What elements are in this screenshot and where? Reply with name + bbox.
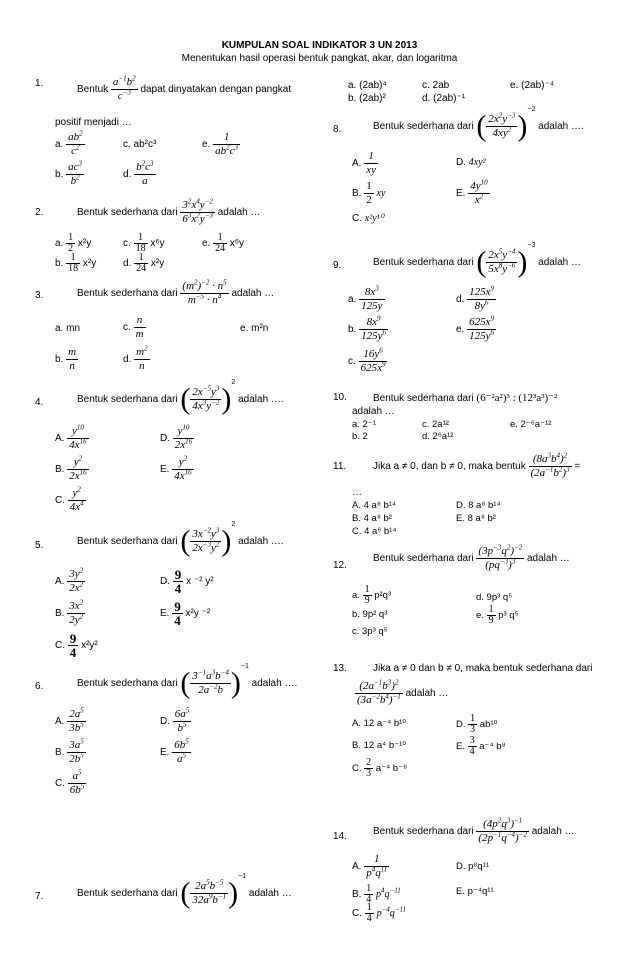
- q11-option-c: C. 4 a⁶ b¹⁴: [352, 526, 397, 537]
- q11-option-d: D. 8 a⁸ b¹⁴: [456, 500, 501, 511]
- q5-option-d: D. $\frac{9}{4}$ x ⁻² y²: [160, 567, 214, 596]
- q9-option-a: a. $\frac{8x^3}{125y}$: [348, 284, 383, 312]
- q4-option-e: E. $\frac{y^2}{4x^{16}}$: [160, 454, 192, 482]
- q13-option-e: E. $\frac{3}{4}$ a⁻⁴ b⁸: [456, 735, 506, 757]
- q10-number: 10.: [333, 392, 347, 403]
- q7-stem: Bentuk sederhana dari ( $\frac{2a^5b^{-5}}{32a^9b^{-1}}$ )$^{-1}$ adalah …: [77, 873, 292, 910]
- q6-option-b: B. $\frac{3a^5}{2b^5}$: [55, 737, 84, 765]
- q1-stem-cont: positif menjadi …: [55, 117, 132, 128]
- q11-option-e: E. 8 a⁸ b²: [456, 513, 496, 524]
- q2-option-e: e. $\frac{1}{24}$ x⁶y: [202, 232, 245, 254]
- q8-option-a: A. $\frac{1}{xy}$: [352, 150, 376, 176]
- q9-number: 9.: [333, 260, 342, 271]
- q7-number: 7.: [35, 891, 44, 902]
- q5-option-a: A. $\frac{3y^2}{2x^2}$: [55, 566, 84, 594]
- q8-option-b: B. $\frac{1}{2}$ xy: [352, 180, 386, 206]
- q4-option-b: B. $\frac{y^2}{2x^{16}}$: [55, 454, 87, 482]
- q4-number: 4.: [35, 397, 44, 408]
- question-1: [35, 78, 43, 89]
- q10-expression: (6⁻²a²)³ : (12³a³)⁻²: [476, 392, 558, 404]
- q9-stem: Bentuk sederhana dari ( $\frac{2x^5y^{-4}}{5x^8y^{-6}}$ )$^{-3}$ adalah …: [373, 242, 581, 279]
- q13-stem: Jika a ≠ 0 dan b ≠ 0, maka bentuk sederhana dari: [373, 663, 593, 674]
- q4-stem: Bentuk sederhana dari ( $\frac{2x^{-5}y^3}{4x^3y^{-2}}$ )$^2$ adalah ….: [77, 379, 284, 416]
- q11-stem: Jika a ≠ 0, dan b ≠ 0, maka bentuk $\frac{(8a^3b^4)^2}{(2a^{-1}b^2)^3}$ =: [373, 451, 581, 479]
- q2-expression: $\frac{3^2x^4y^{-2}}{6^3x^2y^{-3}}$: [182, 197, 213, 225]
- q3-number: 3.: [35, 290, 44, 301]
- q1-expression: $\frac{a^{-1}b^2}{c^{-3}}$: [112, 74, 136, 102]
- q2-number: 2.: [35, 207, 44, 218]
- q14-expression: $\frac{(4p^2q^3)^{-1}}{(2p^{-1}q^{-4})^{-2}}$: [478, 816, 527, 844]
- q4-expression: $\frac{2x^{-5}y^3}{4x^3y^{-2}}$: [192, 384, 220, 412]
- q13-option-d: D. $\frac{1}{3}$ ab¹⁰: [456, 713, 498, 735]
- q11-expression: $\frac{(8a^3b^4)^2}{(2a^{-1}b^2)^3}$: [530, 451, 570, 479]
- page-title: KUMPULAN SOAL INDIKATOR 3 UN 2013: [221, 40, 418, 51]
- q8-stem: Bentuk sederhana dari ( $\frac{2x^2y^{-3}}{4xy^2}$ )$^{-2}$ adalah ….: [373, 106, 584, 143]
- q5-stem: Bentuk sederhana dari ( $\frac{3x^{-2}y^3}{2x^{-3}y^2}$ )$^2$ adalah ….: [77, 521, 284, 558]
- q11-option-b: B. 4 a⁸ b²: [352, 513, 392, 524]
- q1-option-a: a. $\frac{ab^2}{c^2}$: [55, 129, 83, 157]
- q11-number: 11.: [333, 461, 347, 472]
- q9-option-e: e. $\frac{625x^9}{125y^6}$: [456, 314, 495, 342]
- q7-option-c: c. 2ab: [422, 80, 450, 91]
- q3-option-b: b. $\frac{m}{n}$: [55, 346, 77, 372]
- q13-option-c: C. $\frac{2}{3}$ a⁻⁴ b⁻⁸: [352, 757, 408, 779]
- q10-option-a: a. 2⁻¹: [352, 419, 377, 430]
- q12-option-b: b. 9p² q³: [352, 609, 388, 620]
- q14-number: 14.: [333, 831, 347, 842]
- q6-option-e: E. $\frac{6b^5}{a^5}$: [160, 737, 189, 765]
- page-subtitle: Menentukan hasil operasi bentuk pangkat, akar, dan logaritma: [181, 53, 458, 64]
- q1-option-e: e. $\frac{1}{ab^2c^3}$: [202, 131, 239, 157]
- q6-option-d: D. $\frac{6a^5}{b^5}$: [160, 706, 190, 734]
- q10-option-d: d. 2⁶a¹²: [422, 431, 454, 442]
- q14-stem: Bentuk sederhana dari $\frac{(4p^2q^3)^{-1}}{(2p^{-1}q^{-4})^{-2}}$ adalah …: [373, 816, 575, 844]
- q12-expression: $\frac{(3p^{-3}q^2)^{-2}}{(pq^{-3})^3}$: [478, 543, 523, 571]
- q10-stem-cont: adalah …: [352, 406, 395, 417]
- q2-option-c: c. $\frac{1}{18}$ x⁶y: [123, 232, 165, 254]
- q1-number: 1.: [35, 78, 44, 89]
- q6-number: 6.: [35, 681, 44, 692]
- q7-option-a: a. (2ab)⁴: [348, 80, 387, 91]
- q13-option-b: B. 12 a⁴ b⁻¹⁰: [352, 740, 407, 751]
- q3-option-a: a. mn: [55, 323, 81, 334]
- q12-option-e: e. $\frac{1}{9}$ p³ q⁵: [476, 604, 519, 626]
- q12-option-d: d. 9p³ q⁵: [476, 592, 513, 603]
- q12-option-a: a. $\frac{1}{9}$ p²q³: [352, 584, 392, 606]
- q8-option-d: D. 4xy²: [456, 157, 486, 168]
- q10-option-b: b. 2: [352, 431, 368, 442]
- q13-stem-expr: $\frac{(2a^{-1}b^3)^2}{(3a^{-2}b^4)^{-1}}$ adalah …: [357, 678, 449, 706]
- q11-stem-cont: …: [352, 487, 362, 498]
- q8-expression: $\frac{2x^2y^{-3}}{4xy^2}$: [488, 111, 516, 139]
- q3-option-d: d. $\frac{m^2}{n}$: [123, 344, 148, 372]
- q8-number: 8.: [333, 124, 342, 135]
- q4-option-d: D. $\frac{y^{10}}{2x^{16}}$: [160, 423, 193, 451]
- q1-option-b: b. $\frac{ac^3}{b^2}$: [55, 159, 83, 187]
- q3-expression: $\frac{(m^2)^{-2} \cdot n^5}{m^{-5} \cdot n^4}$: [182, 278, 227, 306]
- q5-option-e: E. $\frac{9}{4}$ x²y ⁻²: [160, 599, 211, 628]
- q7-expression: $\frac{2a^5b^{-5}}{32a^9b^{-1}}$: [192, 878, 227, 906]
- q9-option-c: c. $\frac{16y^6}{625x^9}$: [348, 346, 386, 374]
- q14-option-a: A. $\frac{1}{p^4q^{11}}$: [352, 853, 388, 879]
- q3-option-c: c. $\frac{n}{m}$: [123, 314, 144, 340]
- q6-stem: Bentuk sederhana dari ( $\frac{3^{-1}a^3b^{-4}}{2a^{-2}b}$ )$^{-1}$ adalah ….: [77, 663, 298, 700]
- q5-option-b: B. $\frac{3x^2}{2y^2}$: [55, 598, 84, 626]
- q1-option-c: c. ab²c³: [123, 139, 157, 150]
- q6-option-c: C. $\frac{a^5}{6b^5}$: [55, 768, 85, 796]
- q5-expression: $\frac{3x^{-2}y^3}{2x^{-3}y^2}$: [192, 526, 220, 554]
- q2-stem: Bentuk sederhana dari $\frac{3^2x^4y^{-2}}{6^3x^2y^{-3}}$ adalah …: [77, 197, 261, 225]
- q3-stem: Bentuk sederhana dari $\frac{(m^2)^{-2} \cdot n^5}{m^{-5} \cdot n^4}$ adalah …: [77, 278, 275, 306]
- q8-option-c: C. x²y¹⁰: [352, 213, 384, 224]
- q13-option-a: A. 12 a⁻⁴ b¹⁰: [352, 718, 407, 729]
- q14-option-c: C. $\frac{1}{4}$ $p^{-4}q^{-11}$: [352, 902, 407, 924]
- q10-stem: Bentuk sederhana dari (6⁻²a²)³ : (12³a³)⁻²: [373, 392, 558, 404]
- q12-stem: Bentuk sederhana dari $\frac{(3p^{-3}q^2)^{-2}}{(pq^{-3})^3}$ adalah …: [373, 543, 570, 571]
- q14-option-e: E. p⁻⁴q¹¹: [456, 886, 494, 897]
- q10-option-e: e. 2⁻⁶a⁻¹²: [510, 419, 552, 430]
- q12-option-c: c. 3p³ q⁵: [352, 626, 388, 637]
- q3-option-e: e. m²n: [240, 323, 269, 334]
- q11-option-a: A. 4 a⁸ b¹⁴: [352, 500, 396, 511]
- q8-option-e: E. $\frac{4y^{10}}{x^2}$: [456, 178, 488, 206]
- q5-option-c: C. $\frac{9}{4}$ x²y²: [55, 631, 98, 660]
- q9-option-b: b. $\frac{8x^9}{125y^6}$: [348, 314, 387, 342]
- q9-option-d: d. $\frac{125x^9}{8y^6}$: [456, 284, 495, 312]
- q7-option-d: d. (2ab)⁻¹: [422, 93, 466, 104]
- q5-number: 5.: [35, 540, 44, 551]
- q1-stem: Bentuk $\frac{a^{-1}b^2}{c^{-3}}$ dapat dinyatakan dengan pangkat: [77, 74, 292, 102]
- q6-option-a: A. $\frac{2a^5}{3b^5}$: [55, 706, 84, 734]
- q2-option-d: d. $\frac{1}{24}$ x²y: [123, 252, 165, 274]
- q4-option-c: C. $\frac{y^2}{4x^4}$: [55, 485, 84, 513]
- q14-option-d: D. p⁸q¹¹: [456, 861, 490, 872]
- q7-option-e: e. (2ab)⁻⁴: [510, 80, 555, 91]
- q1-option-d: d. $\frac{b^2c^3}{a}$: [123, 159, 154, 187]
- q4-option-a: A. $\frac{y^{10}}{4x^{16}}$: [55, 423, 87, 451]
- q14-option-b: B. $\frac{1}{4}$ $p^4q^{-11}$: [352, 883, 401, 905]
- q10-option-c: c. 2a¹²: [422, 419, 449, 430]
- q9-expression: $\frac{2x^5y^{-4}}{5x^8y^{-6}}$: [488, 247, 516, 275]
- q7-option-b: b. (2ab)²: [348, 93, 386, 104]
- q13-expression: $\frac{(2a^{-1}b^3)^2}{(3a^{-2}b^4)^{-1}}$: [357, 678, 401, 706]
- q2-option-b: b. $\frac{1}{18}$ x²y: [55, 252, 97, 274]
- q13-number: 13.: [333, 663, 347, 674]
- q2-option-a: a. $\frac{1}{2}$ x²y: [55, 232, 92, 254]
- q12-number: 12.: [333, 560, 347, 571]
- q6-expression: $\frac{3^{-1}a^3b^{-4}}{2a^{-2}b}$: [192, 668, 229, 696]
